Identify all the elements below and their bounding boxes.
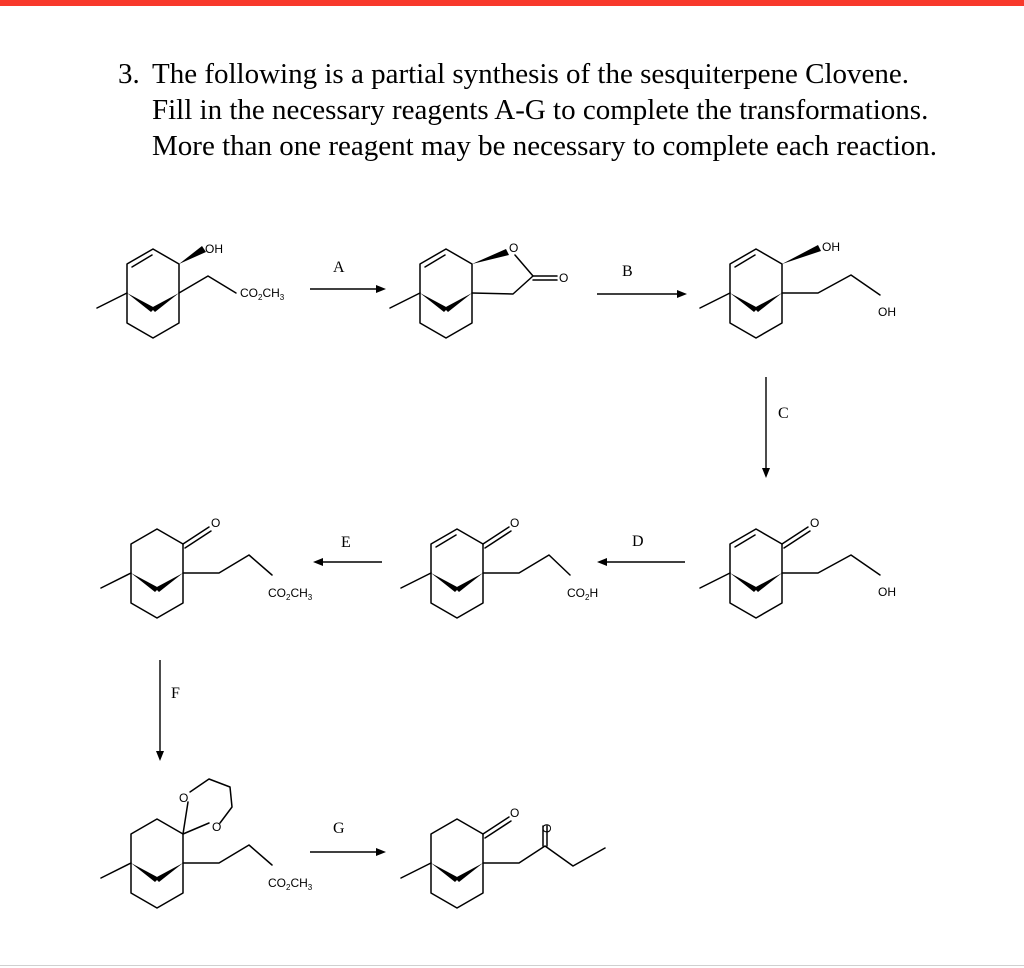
mol2-ring-o-label: O: [509, 241, 519, 255]
mol4-ketone-o-label: O: [810, 516, 820, 530]
reagent-b-label: B: [622, 263, 633, 280]
reagent-c-label: C: [778, 405, 789, 422]
question-number: 3.: [118, 58, 140, 90]
arrow-b: [597, 263, 687, 298]
mol1-ester-label: $CO_2CH_3$: [240, 286, 285, 302]
arrow-g: [310, 820, 386, 856]
bottom-divider: [0, 965, 1024, 966]
mol6-ketone-o-label: O: [211, 516, 221, 530]
molecule-1-hydroxy-ester: [97, 242, 285, 338]
mol8-side-ketone-o-label: O: [540, 823, 554, 833]
mol3-oh-label: OH: [822, 240, 840, 254]
mol6-ester-label: $CO_2CH_3$: [268, 586, 313, 602]
mol1-oh-label: OH: [205, 242, 223, 256]
arrow-a: [310, 259, 386, 293]
arrow-c: [762, 377, 789, 478]
mol5-acid-label: $CO_2H$: [567, 586, 599, 602]
mol7-ketal-o2-label: O: [212, 820, 222, 834]
molecule-7-ketal-ester: [101, 779, 313, 908]
reagent-f-label: F: [171, 685, 180, 702]
molecule-8-diketone: [401, 806, 605, 908]
mol7-ester-label: $CO_2CH_3$: [268, 876, 313, 892]
molecule-3-diol: [700, 240, 896, 338]
reagent-d-label: D: [632, 533, 644, 550]
mol8-ring-ketone-o-label: O: [510, 806, 520, 820]
mol2-carbonyl-o-label: O: [559, 271, 569, 285]
arrow-d: [597, 533, 685, 566]
arrow-f: [156, 660, 180, 761]
molecule-4-keto-alcohol: [700, 516, 896, 618]
reagent-e-label: E: [341, 534, 351, 551]
question-text: The following is a partial synthesis of the sesquiterpene Clovene. Fill in the necessary reagents A-G to complete the transformations. More than one reagent may be necessary to complete each reaction.: [152, 58, 938, 162]
molecule-6-keto-ester: [101, 516, 313, 618]
mol4-terminal-oh-label: OH: [878, 585, 896, 599]
reagent-a-label: A: [333, 259, 345, 276]
arrow-e: [313, 534, 382, 566]
mol7-ketal-o1-label: O: [179, 791, 189, 805]
molecule-2-lactone: [390, 241, 568, 338]
mol3-terminal-oh-label: OH: [878, 305, 896, 319]
mol5-ketone-o-label: O: [510, 516, 520, 530]
molecule-5-keto-acid: [401, 516, 598, 618]
reagent-g-label: G: [333, 820, 345, 837]
